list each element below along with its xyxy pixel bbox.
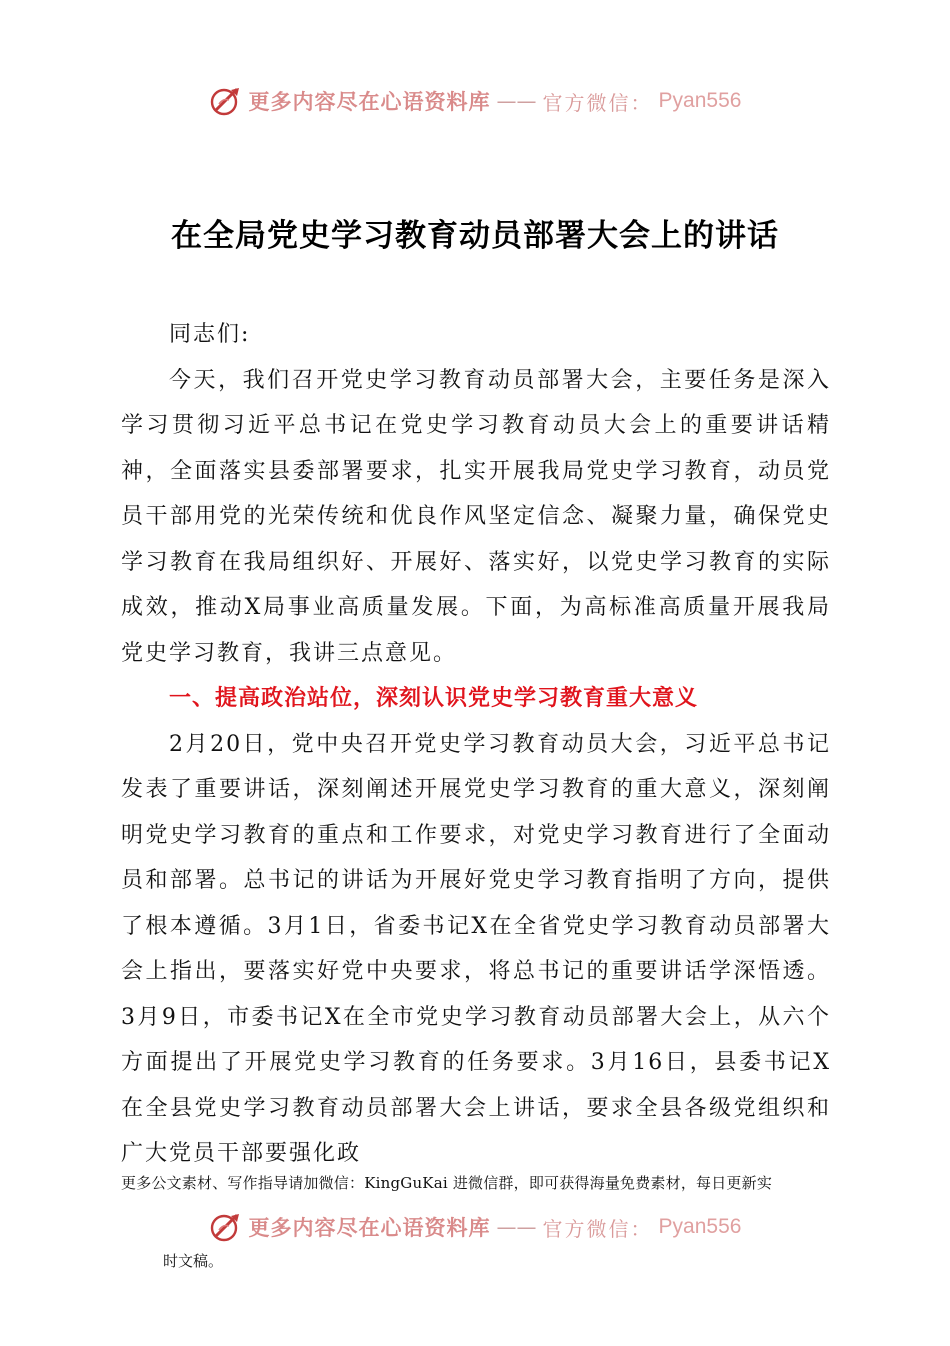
document-title: 在全局党史学习教育动员部署大会上的讲话 (171, 218, 779, 254)
section-1-paragraph: 2月20日，党中央召开党史学习教育动员大会，习近平总书记发表了重要讲话，深刻阐述开展党史学习教育的重大意义，深刻阐明党史学习教育的重点和工作要求，对党史学习教育进行了全面动员和部署。总书记的讲话为开展好党史学习教育指明了方向，提供了根本遵循。3月1日，省委书记X在全省党史学习教育动员部署大会上指出，要落实好党中央要求，将总书记的重要讲话学深悟透。3月9日，市委书记X在全市党史学习教育动员部署大会上，从六个方面提出了开展党史学习教育的任务要求。3月16日，县委书记X在全县党史学习教育动员部署大会上讲话，要求全县各级党组织和广大党员干部要强化政 (121, 731, 831, 1166)
pen-logo-icon (209, 1210, 243, 1244)
watermark-wechat-label: 官方微信： (542, 90, 653, 115)
footer-promo-text: 更多公文素材、写作指导请加微信：KingGuKai 进微信群，即可获得海量免费素材，每日更新实 (121, 1174, 773, 1192)
footer-promo-tail: 时文稿。 (163, 1252, 224, 1270)
document-body (121, 312, 831, 1177)
watermark-wechat-id: Pyan556 (658, 89, 742, 112)
header-watermark (0, 84, 950, 118)
watermark-wechat-label: 官方微信： (542, 1216, 653, 1241)
watermark-text: 更多内容尽在心语资料库 (248, 90, 491, 114)
watermark-dash: —— (496, 89, 537, 113)
pen-logo-icon (209, 84, 243, 118)
watermark-text: 更多内容尽在心语资料库 (248, 1216, 491, 1240)
footer-watermark (0, 1210, 950, 1244)
intro-paragraph: 今天，我们召开党史学习教育动员部署大会，主要任务是深入学习贯彻习近平总书记在党史学习教育动员大会上的重要讲话精神，全面落实县委部署要求，扎实开展我局党史学习教育，动员党员干部用党的光荣传统和优良作风坚定信念、凝聚力量，确保党史学习教育在我局组织好、开展好、落实好，以党史学习教育的实际成效，推动X局事业高质量发展。下面，为高标准高质量开展我局党史学习教育，我讲三点意见。 (121, 367, 831, 666)
watermark-wechat-id: Pyan556 (658, 1215, 742, 1238)
watermark-dash: —— (496, 1215, 537, 1239)
salutation: 同志们: (169, 322, 251, 347)
section-heading-1: 一、提高政治站位，深刻认识党史学习教育重大意义 (169, 686, 699, 711)
